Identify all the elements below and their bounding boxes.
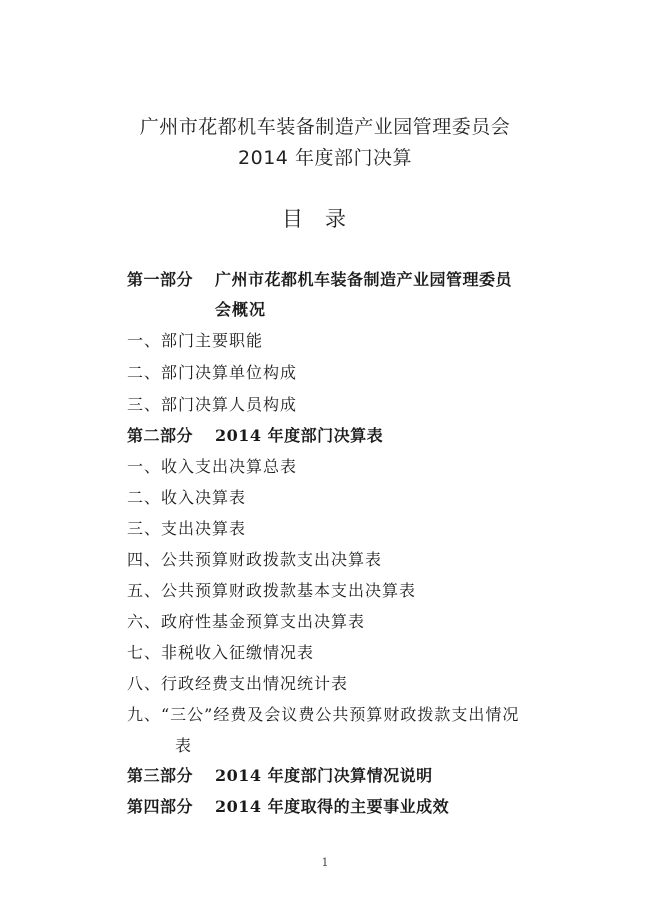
toc-part-3-title: 2014 年度部门决算情况说明	[215, 766, 433, 785]
document-subtitle: 2014 年度部门决算	[238, 147, 412, 169]
toc-part-1-title: 广州市花都机车装备制造产业园管理委员	[215, 270, 513, 289]
toc-item: 六、政府性基金预算支出决算表	[127, 612, 366, 631]
toc-part-2	[127, 426, 383, 446]
toc-part-4-label: 第四部分	[127, 797, 194, 816]
toc-item-continued: 表	[175, 736, 193, 755]
toc-part-4-title: 2014 年度取得的主要事业成效	[215, 797, 450, 816]
toc-item: 七、非税收入征缴情况表	[127, 643, 315, 662]
toc-part-2-title: 2014 年度部门决算表	[215, 426, 384, 445]
toc-part-1	[127, 270, 512, 290]
toc-part-3	[127, 766, 433, 786]
toc-item: 三、支出决算表	[127, 519, 247, 538]
toc-item: 三、部门决算人员构成	[127, 395, 298, 414]
toc-item: 九、“三公”经费及会议费公共预算财政拨款支出情况	[127, 705, 520, 724]
toc-part-4	[127, 797, 449, 817]
toc-item: 八、行政经费支出情况统计表	[127, 674, 349, 693]
toc-item: 一、部门主要职能	[127, 331, 264, 350]
toc-part-1-label: 第一部分	[127, 270, 194, 289]
document-title: 广州市花都机车装备制造产业园管理委员会	[139, 116, 511, 138]
toc-item: 一、收入支出决算总表	[127, 457, 298, 476]
toc-item: 四、公共预算财政拨款支出决算表	[127, 550, 383, 569]
toc-part-1-title-continued: 会概况	[215, 300, 267, 319]
toc-part-2-label: 第二部分	[127, 426, 194, 445]
page-number: 1	[321, 856, 329, 869]
toc-item: 五、公共预算财政拨款基本支出决算表	[127, 581, 417, 600]
toc-item: 二、部门决算单位构成	[127, 363, 298, 382]
toc-part-3-label: 第三部分	[127, 766, 194, 785]
toc-item: 二、收入决算表	[127, 488, 247, 507]
toc-heading: 目录	[282, 207, 368, 231]
